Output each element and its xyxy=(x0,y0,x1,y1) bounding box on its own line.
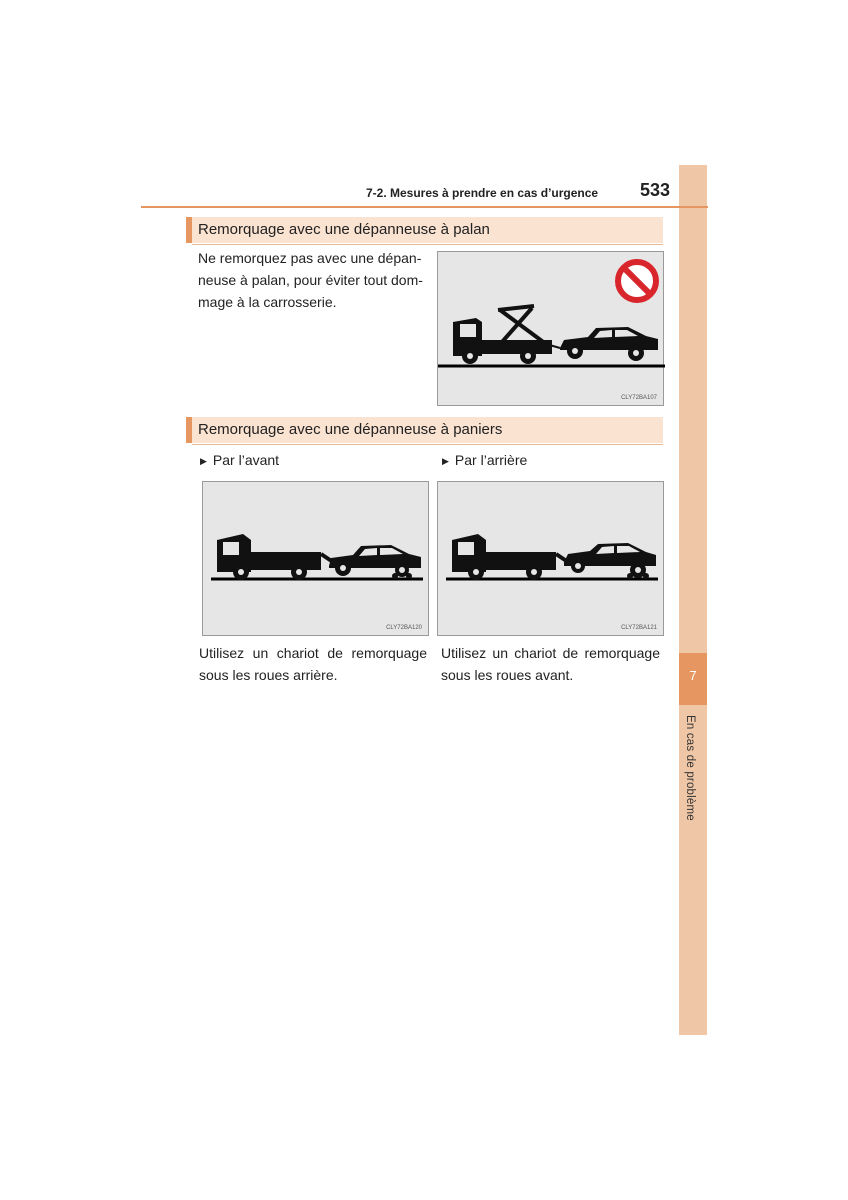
text-line: Ne remorquez pas avec une dépan- xyxy=(198,250,422,266)
chapter-label: En cas de problème xyxy=(684,715,696,821)
car-icon xyxy=(564,543,656,579)
front-tow-illustration xyxy=(203,482,430,637)
hoist-tow-figure xyxy=(437,251,664,406)
hoist-warning-text xyxy=(198,247,433,313)
prohibited-icon xyxy=(618,262,656,300)
triangle-bullet-icon: ▶ xyxy=(442,456,449,466)
rear-tow-caption xyxy=(441,642,660,686)
section-heading-hoist xyxy=(186,217,663,243)
section-title: Remorquage avec une dépanneuse à paniers xyxy=(198,421,503,438)
chapter-number: 7 xyxy=(679,653,707,705)
front-tow-caption xyxy=(199,642,427,686)
text-line: sous les roues arrière. xyxy=(199,667,338,683)
text-line: mage à la carrosserie. xyxy=(198,294,337,310)
page-number: 533 xyxy=(640,180,671,200)
figure-code: CLY72BA120 xyxy=(386,625,422,631)
rear-tow-figure xyxy=(437,481,664,636)
hoist-tow-illustration xyxy=(438,252,665,407)
bullet-label: Par l’arrière xyxy=(454,452,528,468)
text-line: sous les roues avant. xyxy=(441,667,574,683)
text-line: neuse à palan, pour éviter tout dom- xyxy=(198,272,423,288)
text-line: Utilisez un chariot de remorquage xyxy=(441,645,660,661)
front-tow-figure xyxy=(202,481,429,636)
car-icon xyxy=(560,327,658,361)
rear-tow-illustration xyxy=(438,482,665,637)
header-rule xyxy=(141,206,708,208)
tow-truck-icon xyxy=(217,534,333,580)
chapter-side-tab xyxy=(679,165,707,1035)
bullet-rear xyxy=(442,452,527,468)
text-line: Utilisez un chariot de remorquage xyxy=(199,645,427,661)
figure-code: CLY72BA107 xyxy=(621,395,657,401)
section-title: Remorquage avec une dépanneuse à palan xyxy=(198,221,490,238)
hoist-truck-icon xyxy=(453,306,560,364)
bullet-label: Par l’avant xyxy=(212,452,280,468)
tow-truck-icon xyxy=(452,534,568,580)
figure-code: CLY72BA121 xyxy=(621,625,657,631)
section-heading-dolly xyxy=(186,417,663,443)
running-header: 7-2. Mesures à prendre en cas d’urgence xyxy=(366,186,599,200)
car-icon xyxy=(329,545,421,579)
triangle-bullet-icon: ▶ xyxy=(200,456,207,466)
bullet-front xyxy=(200,452,279,468)
